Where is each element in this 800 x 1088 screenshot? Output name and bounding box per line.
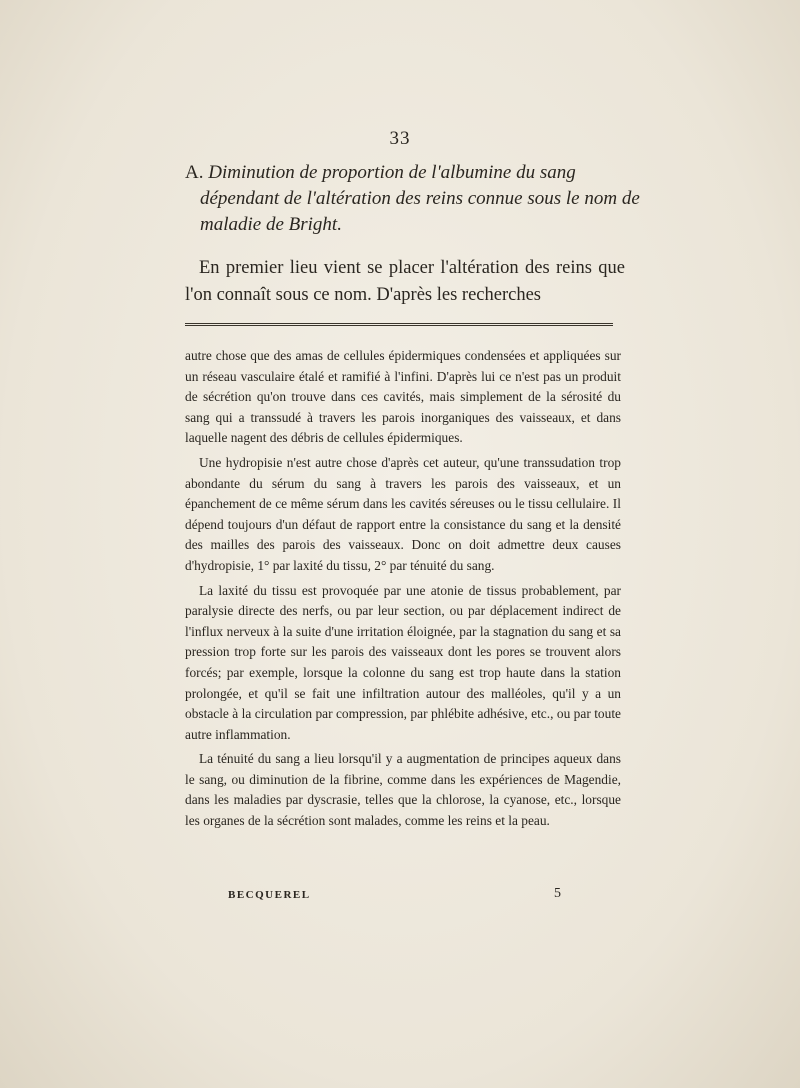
page-number: 33	[389, 128, 411, 149]
section-heading	[185, 160, 640, 238]
heading-letter: A.	[185, 162, 204, 183]
body-paragraph: autre chose que des amas de cellules épidermiques condensées et appliquées sur un réseau vasculaire étalé et ramifié à l'infini. D'après lui ce n'est pas un produit de sécrétion qu'on trouve dans ces cavités, mais simplement de la sérosité du sang qui a transsudé à travers les parois inorganiques des vaisseaux, et dans laquelle nagent des débris de cellules épidermiques.	[185, 348, 621, 446]
body-text	[185, 346, 621, 836]
signature-mark: BECQUEREL	[228, 889, 311, 901]
lead-paragraph: En premier lieu vient se placer l'altération des reins que l'on connaît sous ce nom. D'après les recherches	[185, 258, 625, 305]
heading-text: Diminution de proportion de l'albumine du sang dépendant de l'altération des reins connue sous le nom de maladie de Bright.	[200, 162, 640, 235]
body-paragraph: La ténuité du sang a lieu lorsqu'il y a augmentation de principes aqueux dans le sang, ou diminution de la fibrine, comme dans les expériences de Magendie, dans les maladies par dyscrasie, telles que la chlorose, la cyanose, etc., lorsque les organes de la sécrétion sont malades, comme les reins et la peau.	[185, 751, 621, 829]
signature-number: 5	[554, 886, 561, 901]
body-paragraph: La laxité du tissu est provoquée par une atonie de tissus probablement, par paralysie directe des nerfs, ou par leur section, ou par déplacement indirect de l'influx nerveux à la suite d'une irritation éloignée, par la stagnation du sang et sa pression trop forte sur les parois des vaisseaux dont les pores se trouvent alors forcés; par exemple, lorsque la colonne du sang est trop haute dans la station prolongée, et qu'il se fait une infiltration autour des malléoles, qu'il y a un obstacle à la circulation par compression, par phlébite adhésive, etc., ou par toute autre inflammation.	[185, 582, 621, 742]
section-divider	[185, 323, 613, 326]
body-paragraph: Une hydropisie n'est autre chose d'après cet auteur, qu'une transsudation trop abondante du sérum du sang à travers les parois des vaisseaux, et un épanchement de ce même sérum dans les cavités séreuses ou le tissu cellulaire. Il dépend toujours d'un défaut de rapport entre la consistance du sang et la densité des mailles des parois des vaisseaux. Donc on doit admettre deux causes d'hydropisie, 1° par laxité du tissu, 2° par ténuité du sang.	[185, 454, 621, 573]
